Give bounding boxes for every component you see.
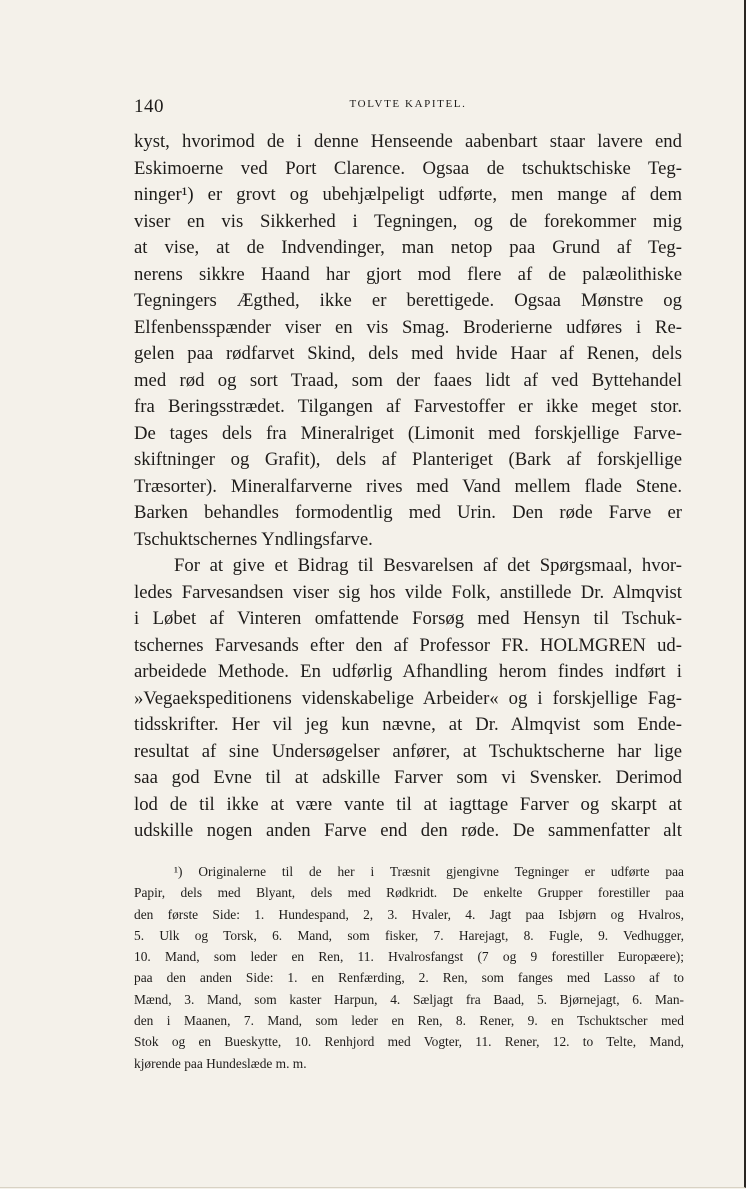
body-line: saa god Evne til at adskille Farver som vi Svensker. Derimod <box>134 767 682 788</box>
body-line: Tegningers Ægthed, ikke er berettigede. Ogsaa Mønstre og <box>134 290 682 311</box>
body-line: kyst, hvorimod de i denne Henseende aabenbart staar lavere end <box>134 131 682 152</box>
footnote-line: Mænd, 3. Mand, som kaster Harpun, 4. Sæljagt fra Baad, 5. Bjørnejagt, 6. Man- <box>134 991 684 1007</box>
body-line: resultat af sine Undersøgelser anfører, at Tschuktscherne har lige <box>134 740 682 762</box>
body-line: nerens sikkre Haand har gjort mod flere af de palæolithiske <box>134 263 682 285</box>
footnote-line: paa den anden Side: 1. en Renfærding, 2. Ren, som fanges med Lasso af to <box>134 970 684 986</box>
page-number: 140 <box>134 96 164 117</box>
body-line: »Vegaekspeditionens videnskabelige Arbeider« og i forskjellige Fag- <box>134 687 682 709</box>
body-line: De tages dels fra Mineralriget (Limonit med forskjellige Farve- <box>134 422 682 444</box>
footnote-line: kjørende paa Hundeslæde m. m. <box>134 1055 307 1071</box>
body-line: viser en vis Sikkerhed i Tegningen, og de forekommer mig <box>134 210 682 232</box>
body-line: skiftninger og Grafit), dels af Planteriget (Bark af forskjellige <box>134 449 682 470</box>
body-line: Eskimoerne ved Port Clarence. Ogsaa de tschuktschiske Teg- <box>134 157 682 179</box>
body-text <box>134 129 682 845</box>
footnote-line: den i Maanen, 7. Mand, som leder en Ren, 8. Rener, 9. en Tschuktscher med <box>134 1013 684 1029</box>
body-line: med rød og sort Traad, som der faaes lidt af ved Byttehandel <box>134 369 682 391</box>
body-line: tidsskrifter. Her vil jeg kun nævne, at Dr. Almqvist som Ende- <box>134 714 682 735</box>
body-line: arbeidede Methode. En udførlig Afhandling herom findes indført i <box>134 661 682 682</box>
body-line: lod de til ikke at være vante til at iagttage Farver og skarpt at <box>134 793 682 815</box>
body-line: gelen paa rødfarvet Skind, dels med hvide Haar af Renen, dels <box>134 343 682 364</box>
footnote-line: 5. Ulk og Torsk, 6. Mand, som fisker, 7. Harejagt, 8. Fugle, 9. Vedhugger, <box>134 927 684 943</box>
body-line: tschernes Farvesands efter den af Professor FR. HOLMGREN ud- <box>134 634 682 656</box>
body-line: ledes Farvesandsen viser sig hos vilde Folk, anstillede Dr. Almqvist <box>134 581 682 603</box>
body-line: Elfenbensspænder viser en vis Smag. Broderierne udføres i Re- <box>134 316 682 338</box>
footnote-line: ¹) Originalerne til de her i Træsnit gjengivne Tegninger er udførte paa <box>174 864 684 879</box>
body-line: fra Beringsstrædet. Tilgangen af Farvestoffer er ikke meget stor. <box>134 396 682 417</box>
body-line: Træsorter). Mineralfarverne rives med Vand mellem flade Stene. <box>134 475 682 497</box>
running-title: TOLVTE KAPITEL. <box>349 98 467 110</box>
footnote-line: 10. Mand, som leder en Ren, 11. Hvalrosfangst (7 og 9 forestiller Europæere); <box>134 949 684 965</box>
body-line-paragraph-end: Tschuktschernes Yndlingsfarve. <box>134 528 373 550</box>
body-line: udskille nogen anden Farve end den røde. De sammenfatter alt <box>134 820 682 841</box>
footnote-line: Papir, dels med Blyant, dels med Rødkridt. De enkelte Grupper forestiller paa <box>134 885 684 901</box>
body-line-paragraph-start: For at give et Bidrag til Besvarelsen af det Spørgsmaal, hvor- <box>174 555 682 576</box>
footnote-line: den første Side: 1. Hundespand, 2, 3. Hvaler, 4. Jagt paa Isbjørn og Hvalros, <box>134 906 684 922</box>
body-line: at vise, at de Indvendinger, man netop paa Grund af Teg- <box>134 237 682 258</box>
body-line: Barken behandles formodentlig med Urin. Den røde Farve er <box>134 502 682 523</box>
page-header <box>134 96 682 120</box>
body-line: ninger¹) er grovt og ubehjælpeligt udførte, men mange af dem <box>134 184 682 205</box>
body-line: i Løbet af Vinteren omfattende Forsøg med Hensyn til Tschuk- <box>134 608 682 629</box>
footnotes <box>134 861 684 1074</box>
footnote-line: Stok og en Bueskytte, 10. Renhjord med Vogter, 11. Rener, 12. to Telte, Mand, <box>134 1034 684 1050</box>
